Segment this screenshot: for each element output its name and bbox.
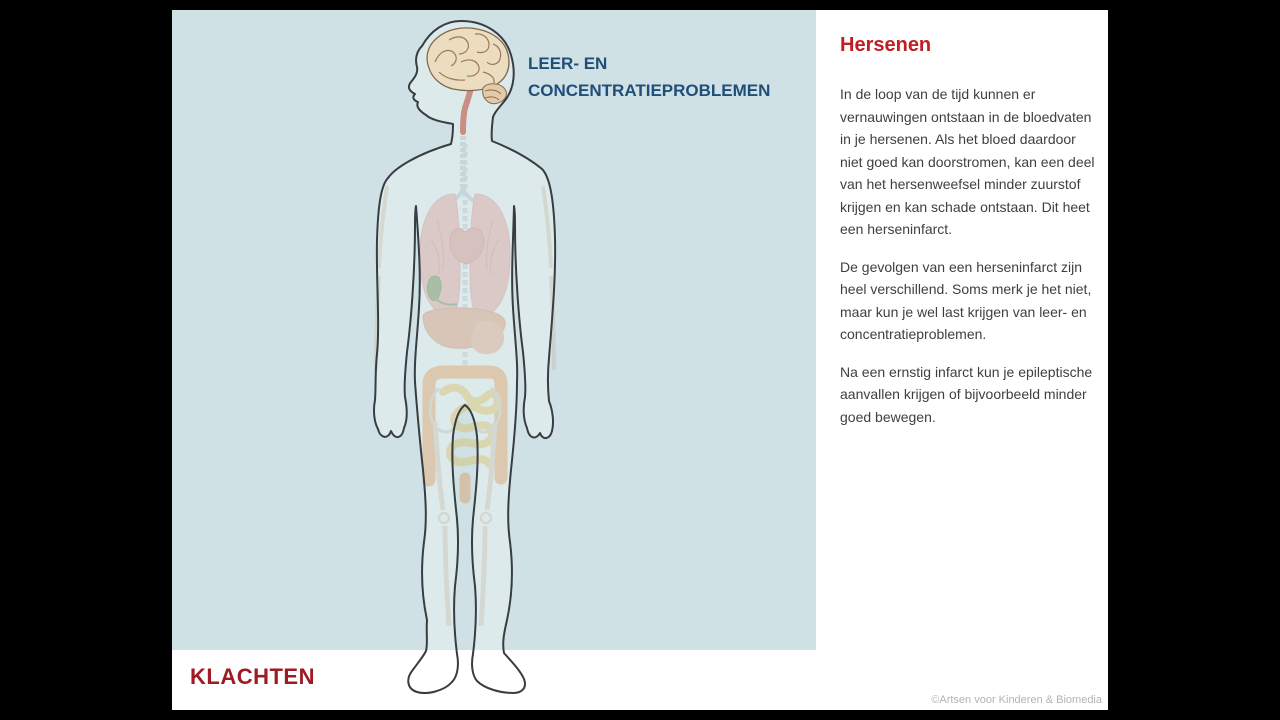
info-paragraph-1: In de loop van de tijd kunnen er vernauwingen ontstaan in de bloedvaten in je hersenen. Als het bloed daardoor niet goed kan doorstromen, kan een deel van het hersenweefsel minder zuurstof krijgen en kan schade ontstaan. Dit heet een herseninfarct.: [840, 86, 1095, 237]
info-paragraph-2: De gevolgen van een herseninfarct zijn heel verschillend. Soms merk je het niet, maar kun je wel last krijgen van leer- en concentratieproblemen.: [840, 258, 1092, 342]
section-title: KLACHTEN: [190, 664, 315, 689]
cerebellum: [483, 84, 507, 104]
cerebrum: [427, 28, 509, 91]
condition-label-line2: CONCENTRATIEPROBLEMEN: [528, 81, 771, 100]
info-paragraph-3: Na een ernstig infarct kun je epileptische aanvallen krijgen of bijvoorbeeld minder goed bewegen.: [840, 363, 1093, 425]
condition-label-line1: LEER- EN: [528, 54, 608, 73]
human-figure: [365, 10, 565, 700]
copyright: ©Artsen voor Kinderen & Biomedia: [931, 694, 1102, 706]
condition-label[interactable]: [528, 50, 770, 104]
info-heading: Hersenen: [840, 34, 932, 56]
app-window: [172, 10, 1108, 710]
info-panel: [816, 10, 1108, 710]
